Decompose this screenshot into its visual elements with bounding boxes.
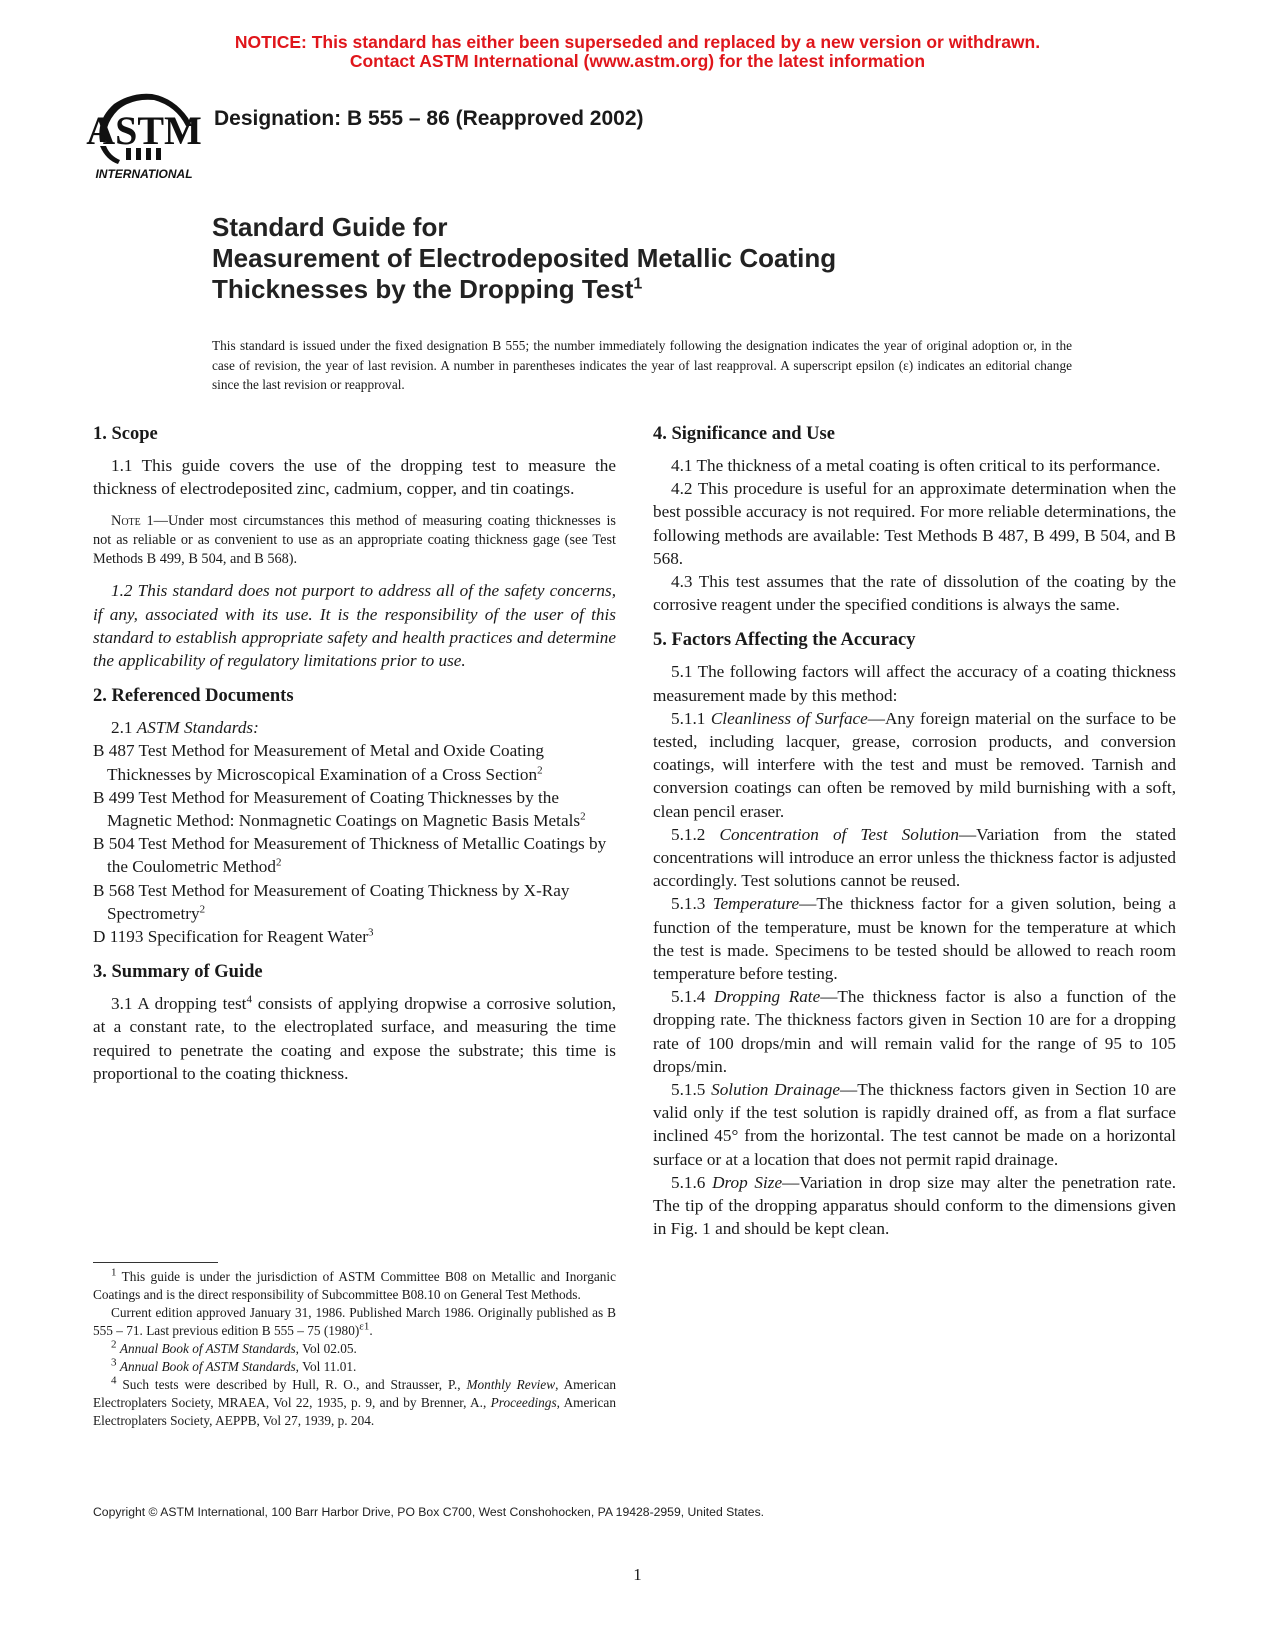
para-4-2: 4.2 This procedure is useful for an approximate determination when the best possible accuracy is not required. For more reliable determinations, the following methods are available: Test Methods B 487, B 499, B 504, and B 568.: [653, 479, 1176, 568]
para-4-3: 4.3 This test assumes that the rate of dissolution of the coating by the corrosive reagent under the specified conditions is always the same.: [653, 572, 1176, 615]
footnote-4-part-b: , American Electroplaters Society, MRAEA, Vol 22, 1935, p. 9, and by Brenner, A.,: [93, 1377, 617, 1410]
para-5-1-3-number: 5.1.3: [671, 894, 713, 914]
footnote-2-marker: 2: [111, 1338, 117, 1351]
footnote-1-edition-end: .: [369, 1323, 373, 1338]
title-footnote-ref: 1: [633, 275, 643, 293]
footnote-1: [93, 1268, 616, 1304]
ref-b504-text: B 504 Test Method for Measurement of Thickness of Metallic Coatings by the Coulometric Method: [93, 834, 607, 877]
para-5-1-2: [653, 823, 1176, 893]
footnote-2: [93, 1340, 616, 1358]
ref-b504-footnote: 2: [275, 856, 282, 869]
para-5-1-4-number: 5.1.4: [671, 987, 714, 1007]
footnote-3: [93, 1358, 616, 1376]
para-5-1-5-number: 5.1.5: [671, 1080, 712, 1100]
note-1-label: Note: [111, 513, 141, 530]
footnote-1-marker: 1: [111, 1266, 117, 1279]
para-5-1-4-text: —The thickness factor is also a function of the dropping rate. The thickness factors given in Section 10 are for a dropping rate of 100 drops/min and will remain valid for the range of 95 to 105 drops/min.: [653, 987, 1176, 1076]
ref-b504: [93, 832, 616, 878]
ref-b487-text: B 487 Test Method for Measurement of Metal and Oxide Coating Thicknesses by Microscopical Examination of a Cross Section: [93, 741, 544, 784]
para-5-1-6-label: Drop Size: [712, 1172, 783, 1192]
footnote-4: [93, 1376, 616, 1430]
para-5-1-3: [653, 892, 1176, 985]
notice-line-1: NOTICE: This standard has either been superseded and replaced by a new version or withdrawn.: [234, 32, 1041, 52]
para-5-1-2-label: Concentration of Test Solution: [719, 824, 959, 844]
para-5-1-4-label: Dropping Rate: [713, 987, 821, 1007]
footnote-divider: [93, 1262, 218, 1263]
para-1-2-text: 1.2 This standard does not purport to address all of the safety concerns, if any, associated with its use. It is the responsibility of the user of this standard to establish appropriate safety and health practices and determine the applicability of regulatory limitations prior to use.: [93, 581, 616, 671]
footnote-3-book: Annual Book of ASTM Standards: [119, 1359, 296, 1374]
logo-subtitle: INTERNATIONAL: [95, 167, 193, 181]
para-3-1-start: 3.1 A dropping test: [111, 994, 247, 1014]
note-1-text: 1—Under most circumstances this method of measuring coating thicknesses is not as reliable or as convenient to use as an appropriate coating thickness gage (see Test Methods B 499, B 504, and B 568).: [93, 513, 616, 568]
footnote-1-epsilon: ε1: [359, 1320, 370, 1333]
designation: Designation: B 555 – 86 (Reapproved 2002): [214, 107, 644, 130]
para-5-1-3-label: Temperature: [712, 894, 800, 914]
notice-banner: [0, 33, 1275, 71]
ref-b568-footnote: 2: [199, 903, 206, 916]
para-5-1-5-text: —The thickness factors given in Section 10 are valid only if the test solution is rapidly drained off, as from a flat surface inclined 45° from the horizontal. The test cannot be made on a horizontal surface or at a location that does not permit rapid drainage.: [653, 1080, 1176, 1169]
para-1-2: [93, 579, 616, 672]
footnote-4-marker: 4: [111, 1374, 117, 1387]
footnote-2-book: Annual Book of ASTM Standards: [119, 1341, 296, 1356]
footnote-3-volume: , Vol 11.01.: [295, 1359, 357, 1374]
footnotes: [93, 1268, 616, 1430]
footnote-1-edition-text: Current edition approved January 31, 1986. Published March 1986. Originally published as B 555 – 71. Last previous edition B 555 – 75 (1980): [93, 1305, 616, 1338]
right-column: [653, 422, 1176, 1241]
document-title: [212, 212, 836, 305]
notice-line-2: Contact ASTM International (www.astm.org) for the latest information: [349, 51, 926, 71]
ref-b487-footnote: 2: [537, 763, 543, 776]
para-5-1-1-label: Cleanliness of Surface: [710, 708, 868, 728]
footnote-2-volume: , Vol 02.05.: [295, 1341, 357, 1356]
para-3-1: [93, 992, 616, 1085]
footnote-4-part-c: , American Electroplaters Society, AEPPB, Vol 27, 1939, p. 204.: [93, 1395, 616, 1428]
para-5-1-2-number: 5.1.2: [671, 824, 720, 844]
footnote-4-part-a: Such tests were described by Hull, R. O., and Strausser, P.,: [116, 1377, 467, 1392]
ref-b499-footnote: 2: [580, 810, 586, 823]
para-5-1-1: [653, 707, 1176, 823]
footnote-1-text: This guide is under the jurisdiction of ASTM Committee B08 on Metallic and Inorganic Coatings and is the direct responsibility of Subcommittee B08.10 on General Test Methods.: [93, 1269, 616, 1302]
ref-b568: [93, 879, 616, 925]
ref-b487: [93, 739, 616, 785]
ref-d1193-footnote: 3: [367, 926, 374, 939]
para-5-1-3-text: —The thickness factor for a given solution, being a function of the temperature, must be known for the temperature at which the test is made. Specimens to be tested should be allowed to reach room temperature before testing.: [653, 894, 1177, 984]
para-5-1: 5.1 The following factors will affect the accuracy of a coating thickness measurement made by this method:: [653, 662, 1176, 705]
footnote-1-edition: [93, 1304, 616, 1340]
para-5-1-6-text: —Variation in drop size may alter the penetration rate. The tip of the dropping apparatus should conform to the dimensions given in Fig. 1 and should be kept clean.: [653, 1172, 1176, 1239]
section-1-heading: 1. Scope: [93, 424, 158, 444]
section-4-heading: 4. Significance and Use: [653, 424, 835, 444]
copyright-line: Copyright © ASTM International, 100 Barr Harbor Drive, PO Box C700, West Conshohocken, PA 19428-2959, United States.: [93, 1505, 765, 1519]
logo-letters: ASTM: [86, 108, 202, 153]
para-2-1: [93, 716, 616, 739]
para-5-1-1-number: 5.1.1: [671, 708, 711, 728]
para-5-1-6: [653, 1171, 1176, 1241]
para-5-1-2-text: —Variation from the stated concentrations will introduce an error unless the thickness factor is adjusted accordingly. Test solutions cannot be reused.: [653, 824, 1177, 891]
ref-b568-text: B 568 Test Method for Measurement of Coating Thickness by X-Ray Spectrometry: [93, 880, 570, 923]
left-column: [93, 422, 616, 1085]
section-2-heading: 2. Referenced Documents: [93, 686, 294, 707]
title-line-2: Measurement of Electrodeposited Metallic Coating: [212, 243, 837, 273]
astm-logo: [86, 90, 202, 182]
ref-b499-text: B 499 Test Method for Measurement of Coating Thicknesses by the Magnetic Method: Nonmagnetic Coatings on Magnetic Basis Metals: [93, 787, 581, 831]
para-5-1-5: [653, 1078, 1176, 1171]
issuance-statement: This standard is issued under the fixed designation B 555; the number immediately following the designation indicates the year of original adoption or, in the case of revision, the year of last revision. A number in parentheses indicates the year of last reapproval. A superscript epsilon (ε) indicates an editorial change since the last revision or reapproval.: [212, 338, 1072, 392]
para-5-1-1-text: —Any foreign material on the surface to be tested, including lacquer, grease, corrosion products, and conversion coatings, will interfere with the test and must be removed. Tarnish and conversion coatings can often be removed by mild burnishing with a soft, clean pencil eraser.: [653, 708, 1177, 821]
ref-d1193: [93, 925, 616, 948]
para-2-1-number: 2.1: [111, 718, 137, 738]
section-5-heading: 5. Factors Affecting the Accuracy: [653, 630, 916, 651]
footnote-4-journal-2: Proceedings: [490, 1395, 557, 1410]
section-3-heading: 3. Summary of Guide: [93, 962, 263, 983]
footnote-4-journal-1: Monthly Review: [466, 1377, 556, 1392]
para-3-1-rest: consists of applying dropwise a corrosive solution, at a constant rate, to the electroplated surface, and measuring the time required to penetrate the coating and expose the substrate; this time is proportional to the coating thickness.: [93, 994, 616, 1083]
title-line-3-text: Thicknesses by the Dropping Test: [212, 274, 634, 304]
title-line-1: Standard Guide for: [212, 212, 448, 242]
para-3-1-footnote: 4: [246, 993, 252, 1006]
para-5-1-4: [653, 985, 1176, 1078]
para-5-1-5-label: Solution Drainage: [711, 1080, 841, 1100]
title-line-3: [212, 274, 836, 305]
page-number: 1: [633, 1565, 642, 1584]
para-2-1-label: ASTM Standards:: [136, 718, 259, 738]
note-1: [93, 512, 616, 569]
para-1-1: 1.1 This guide covers the use of the dropping test to measure the thickness of electrodeposited zinc, cadmium, copper, and tin coatings.: [93, 456, 616, 499]
footnote-3-marker: 3: [111, 1356, 117, 1369]
ref-b499: [93, 786, 616, 832]
para-5-1-6-number: 5.1.6: [671, 1172, 713, 1192]
ref-d1193-text: D 1193 Specification for Reagent Water: [93, 927, 368, 947]
para-4-1: 4.1 The thickness of a metal coating is often critical to its performance.: [671, 456, 1161, 475]
